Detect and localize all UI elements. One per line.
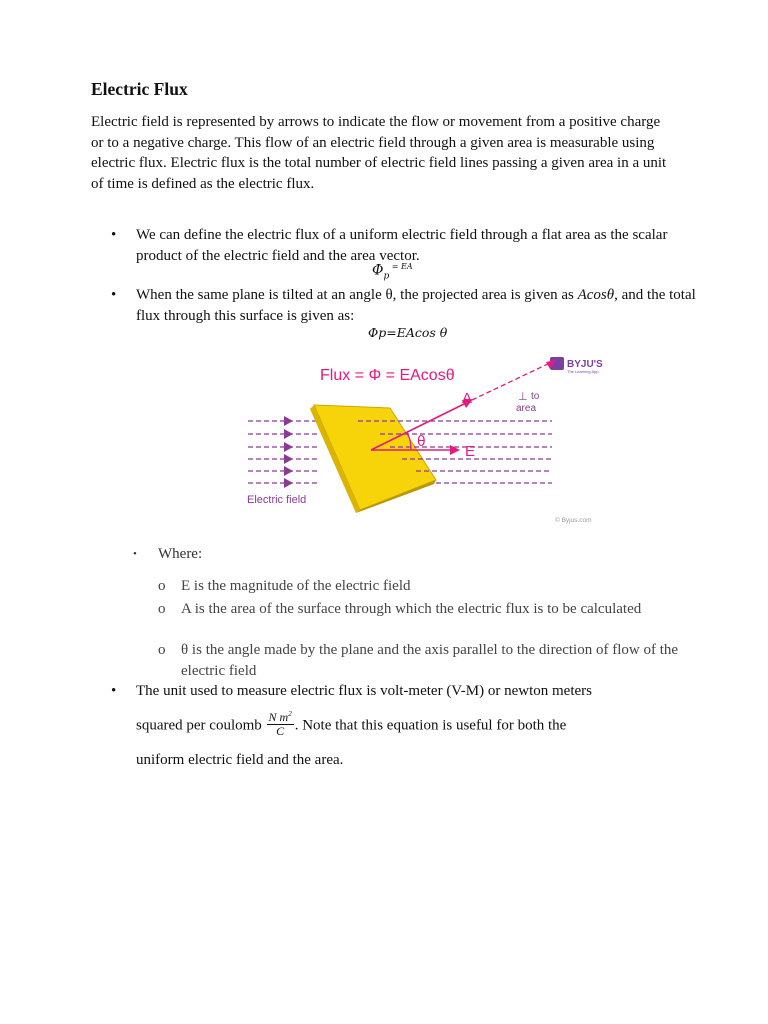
sub-item-theta <box>158 640 681 681</box>
sub-item-e <box>158 576 681 597</box>
sub-item-text: A is the area of the surface through which the electric flux is to be calculated <box>181 601 642 617</box>
sub-item-text: E is the magnitude of the electric field <box>181 578 411 594</box>
sub-bullet-marker: o <box>158 642 166 658</box>
eq-rhs: = EA <box>389 262 413 271</box>
perp-area-label: area <box>516 403 537 414</box>
diagram-formula: Flux = Φ = EAcosθ <box>320 367 455 384</box>
unit-text-b: squared per coulomb <box>136 716 266 733</box>
where-label: Where: <box>158 546 203 562</box>
unit-line-2 <box>136 711 696 741</box>
bullet-tilted-plane <box>111 285 696 326</box>
unit-fraction <box>267 708 294 738</box>
eq-subscript: p <box>383 271 390 282</box>
label-e: E <box>465 443 476 460</box>
byjus-logo-text: BYJU'S <box>567 359 603 370</box>
unit-line-1: The unit used to measure electric flux is volt-meter (V-M) or newton meters <box>136 683 592 699</box>
perp-symbol: ⊥ <box>518 390 528 403</box>
fraction-denominator: C <box>276 723 285 738</box>
bullet-marker: • <box>111 227 117 243</box>
sub-bullet-marker: o <box>158 601 166 617</box>
label-theta: θ <box>417 434 426 450</box>
fraction-exponent: 2 <box>288 709 292 718</box>
byjus-logo-tagline: The Learning App <box>567 369 599 374</box>
bullet-text-italic: Acosθ <box>577 287 615 303</box>
page-title: Electric Flux <box>91 79 188 99</box>
bullet-marker: • <box>111 287 117 303</box>
sub-bullet-marker: o <box>158 578 166 594</box>
byjus-logo <box>550 357 603 374</box>
perp-to-label: to <box>531 391 540 402</box>
bullet-marker: • <box>133 548 137 560</box>
unit-text-c: . Note that this equation is useful for both the <box>294 716 567 733</box>
fraction-numerator <box>267 708 294 725</box>
electric-flux-diagram <box>240 350 610 530</box>
sub-item-text: θ is the angle made by the plane and the axis parallel to the direction of flow of the electric field <box>181 642 679 679</box>
bullet-text: We can define the electric flux of a uniform electric field through a flat area as the scalar product of the electric field and the area vector. <box>136 227 668 264</box>
intro-paragraph: Electric field is represented by arrows to indicate the flow or movement from a positive charge or to a negative charge. This flow of an electric field through a given area is measurable using electric flux. Electric flux is the total number of electric field lines passing a given area in a unit of time is defined as the electric flux. <box>91 114 667 192</box>
fraction-num-text: N m <box>268 709 289 724</box>
bullet-marker: • <box>111 683 117 699</box>
bullet-text-a: When the same plane is tilted at an angle θ, the projected area is given as <box>136 287 578 303</box>
sub-item-a <box>158 599 681 620</box>
diagram-copyright: © Byjus.com <box>555 517 592 524</box>
equation-flux-cos: Φp=EAcos θ <box>368 325 448 340</box>
label-electric-field: Electric field <box>247 494 307 506</box>
bullet-unit <box>111 681 696 770</box>
where-item <box>133 544 203 565</box>
area-vector-extension <box>472 362 552 400</box>
eq-phi: Φ <box>372 262 384 279</box>
unit-line-3: uniform electric field and the area. <box>136 751 344 768</box>
label-a: A <box>462 390 473 407</box>
equation-flux-ea <box>372 262 413 281</box>
field-arrowheads <box>284 416 293 488</box>
bullet-text-b: , and the total flux through this surface is given as: <box>136 287 696 324</box>
bullet-flux-definition <box>111 225 696 266</box>
